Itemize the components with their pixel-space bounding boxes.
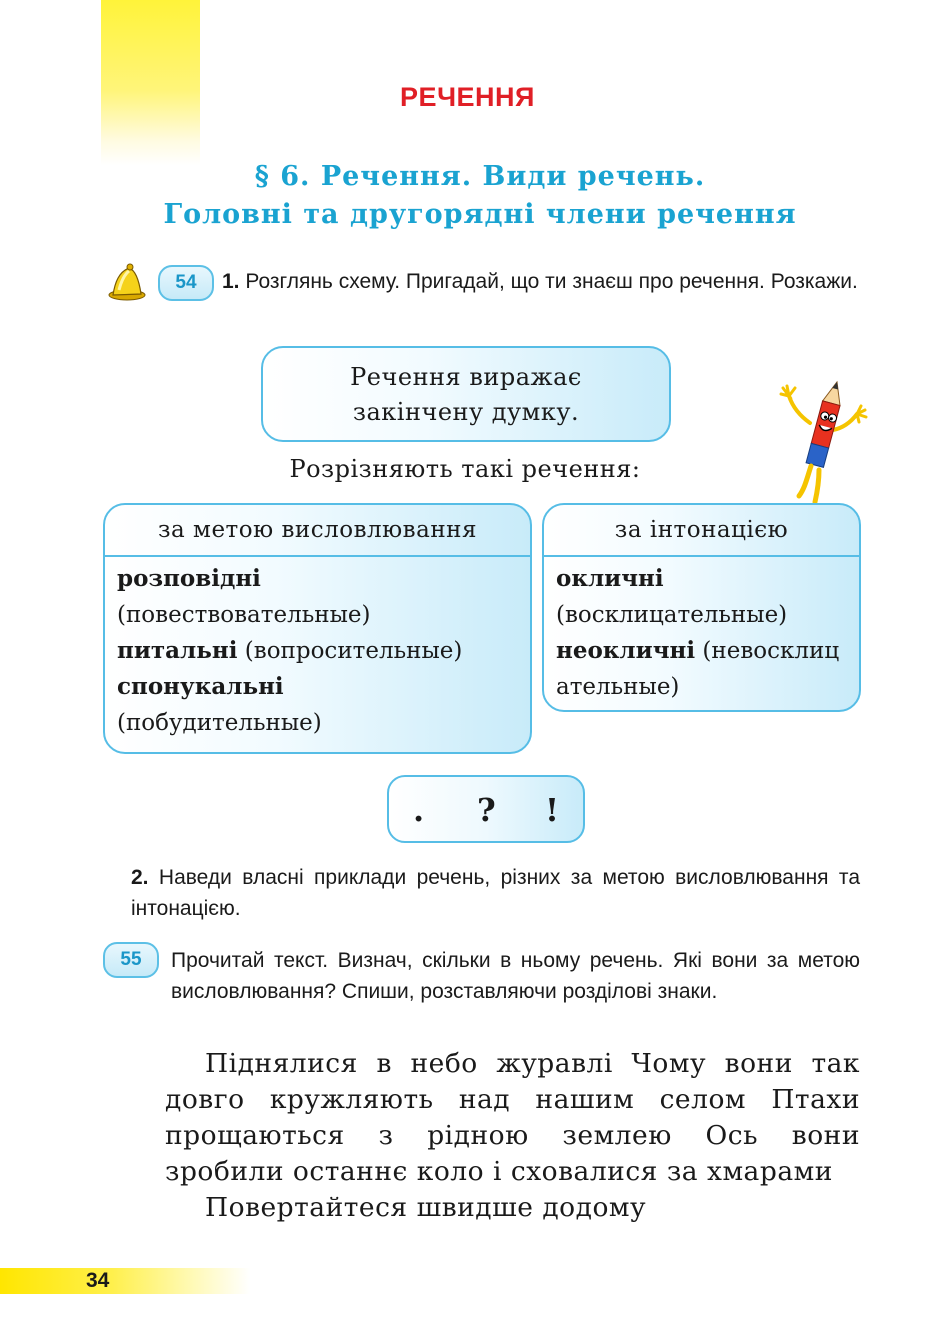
reading-paragraph-1: Піднялися в небо журавлі Чому вони так довго кружляють над нашим селом Птахи прощаються з рідною землею Ось вони зробили останнє коло і сховалися за хмарами <box>165 1048 860 1187</box>
translation-exclamatory: (восклицательные) <box>556 602 788 628</box>
chapter-title: РЕЧЕННЯ <box>400 82 535 112</box>
purpose-types-list <box>117 561 522 741</box>
term-narrative: розповідні <box>117 565 261 592</box>
list-item <box>556 597 851 633</box>
list-item <box>556 633 851 705</box>
task-2-text: Наведи власні приклади речень, різних за метою висловлювання та інтонацією. <box>131 866 860 920</box>
term-non-exclamatory: неокличні <box>556 637 696 664</box>
translation-narrative: (повествовательные) <box>117 602 371 628</box>
reading-paragraph-2: Повертайтеся швидше додому <box>205 1192 647 1223</box>
question-mark: ? <box>477 791 496 829</box>
exclamation-mark: ! <box>545 791 560 829</box>
pencil-character-illustration <box>775 378 870 508</box>
list-item <box>117 669 522 705</box>
section-title-line1: § 6. Речення. Види речень. <box>254 161 706 192</box>
task-1-number: 1. <box>222 270 240 293</box>
intonation-types-list <box>556 561 851 705</box>
purpose-types-box <box>103 503 532 754</box>
term-imperative: спонукальні <box>117 673 284 700</box>
page-number: 34 <box>86 1269 110 1292</box>
reading-text <box>165 1046 860 1226</box>
sentence-types-caption: Розрізняють такі речення: <box>289 455 641 483</box>
term-exclamatory: окличні <box>556 565 664 592</box>
page-number-strip <box>0 1268 250 1294</box>
section-title-line2: Головні та другорядні члени речення <box>163 199 797 230</box>
translation-interrogative: (вопросительные) <box>244 638 463 664</box>
punctuation-box <box>387 775 585 843</box>
purpose-types-header: за метою висловлювання <box>105 505 530 557</box>
task-2-number: 2. <box>131 866 149 889</box>
bell-icon <box>105 262 149 302</box>
translation-non-exclamatory: (невосклицательные) <box>556 638 840 700</box>
exercise-55-instruction: Прочитай текст. Визнач, скільки в ньому речень. Які вони за метою висловлювання? Спиши, розставляючи розділові знаки. <box>171 949 860 1003</box>
translation-imperative: (побудительные) <box>117 710 322 736</box>
task-2-instruction <box>131 862 860 924</box>
list-item <box>117 597 522 633</box>
list-item <box>556 561 851 597</box>
intonation-types-header: за інтонацією <box>544 505 859 557</box>
exercise-55-badge: 55 <box>103 942 159 978</box>
task-1-text: Розглянь схему. Пригадай, що ти знаєш про речення. Розкажи. <box>245 270 858 293</box>
exercise-54-badge: 54 <box>158 265 214 301</box>
list-item <box>117 705 522 741</box>
task-1-instruction <box>222 266 860 297</box>
list-item <box>117 633 522 669</box>
term-interrogative: питальні <box>117 637 238 664</box>
definition-box <box>261 346 671 442</box>
definition-line1: Речення виражає <box>350 363 582 391</box>
intonation-types-box <box>542 503 861 712</box>
list-item <box>117 561 522 597</box>
period-mark: . <box>413 791 425 829</box>
definition-line2: закінчену думку. <box>352 398 580 426</box>
